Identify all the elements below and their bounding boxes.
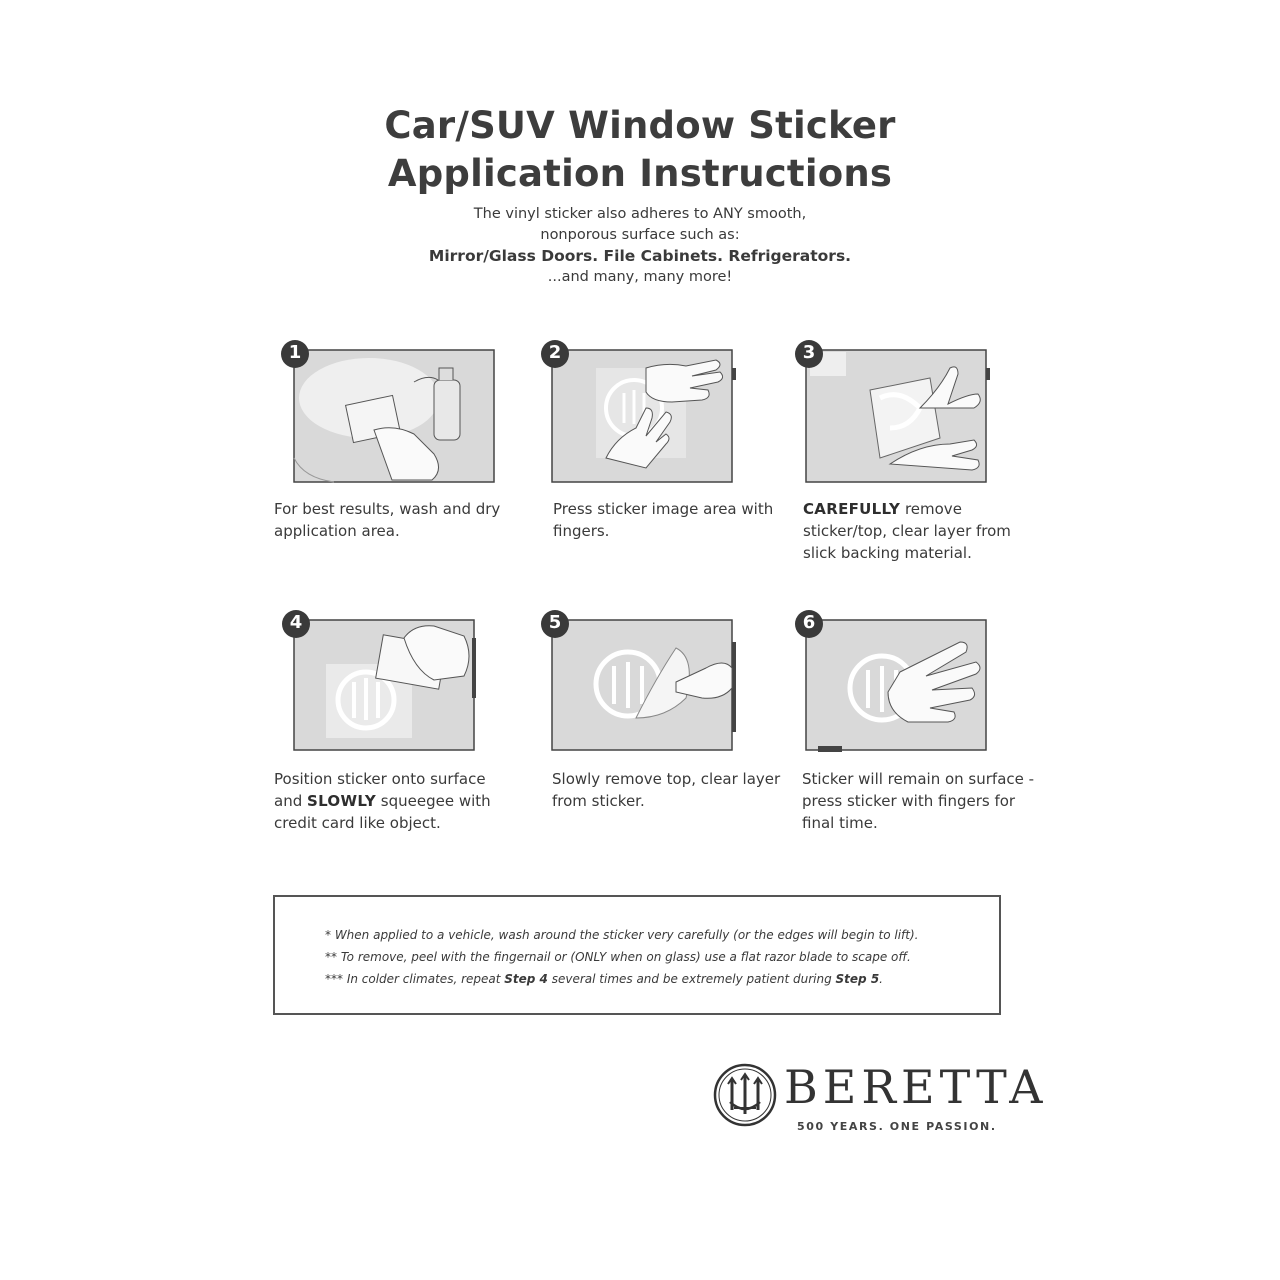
step-2-illustration — [536, 338, 776, 488]
title-line-1: Car/SUV Window Sticker — [384, 104, 896, 147]
step-caption: Slowly remove top, clear layer from sticker. — [552, 770, 781, 810]
step-number: 2 — [548, 342, 562, 363]
surface-examples: Mirror/Glass Doors. File Cabinets. Refrigerators. — [428, 247, 852, 265]
note-2: ** To remove, peel with the fingernail or (ONLY when on glass) use a flat razor blade to scape off. — [325, 950, 911, 964]
notes-box — [273, 895, 1001, 1015]
step-number: 6 — [802, 612, 816, 633]
brand-tagline: 500 YEARS. ONE PASSION. — [797, 1120, 997, 1133]
step-caption: Position sticker onto surface and SLOWLY squeegee with credit card like object. — [274, 770, 491, 832]
subtitle-line-1: The vinyl sticker also adheres to ANY smooth, — [473, 206, 807, 222]
step-5-illustration — [536, 608, 776, 758]
step-caption: Press sticker image area with fingers. — [553, 500, 774, 540]
note-3: *** In colder climates, repeat Step 4 several times and be extremely patient during Step 5. — [325, 972, 883, 986]
title-line-2: Application Instructions — [387, 152, 893, 195]
step-number: 5 — [548, 612, 562, 633]
brand-logo-block — [712, 1060, 1048, 1142]
step-caption: For best results, wash and dry application area. — [274, 500, 501, 540]
step-number: 4 — [289, 612, 303, 633]
subtitle-line-4: ...and many, many more! — [547, 269, 733, 285]
step-number: 3 — [802, 342, 816, 363]
step-caption: Sticker will remain on surface - press sticker with fingers for final time. — [802, 770, 1035, 832]
brand-name: BERETTA — [784, 1060, 1048, 1114]
step-caption: CAREFULLY remove sticker/top, clear layer from slick backing material. — [803, 500, 1011, 562]
note-1: * When applied to a vehicle, wash around the sticker very carefully (or the edges will begin to lift). — [325, 928, 919, 942]
beretta-trident-logo-icon — [712, 1062, 778, 1128]
step-6-illustration — [790, 608, 1030, 758]
step-number: 1 — [288, 342, 302, 363]
step-3-illustration — [790, 338, 1030, 488]
subtitle-line-2: nonporous surface such as: — [540, 227, 740, 243]
